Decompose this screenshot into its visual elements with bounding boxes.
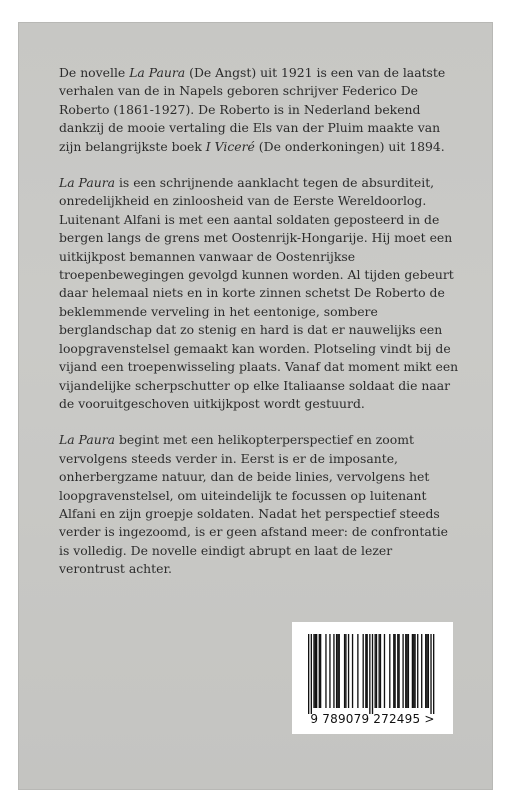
- barcode-bar: [406, 634, 407, 708]
- text-run: begint met een helikopterperspectief en zoomt vervolgens steeds verder in. Eerst is er de imposante, onherbergzame natuur, dan de beide linies, vervolgens het loopgravenstelsel, om uiteindelijk te focussen op luitenant Alfani en zijn groepje soldaten. Nadat het perspectief steeds verder is ingezoomd, is er geen afstand meer: de confrontatie is volledig. De novelle eindigt abrupt en laat de lezer verontrust achter.: [59, 432, 448, 577]
- barcode-bar: [398, 634, 399, 708]
- barcode-bar: [376, 634, 377, 708]
- barcode-bar: [372, 634, 373, 714]
- barcode-bar: [389, 634, 390, 708]
- barcode-bar: [375, 634, 376, 708]
- italic-title: I Viceré: [205, 138, 255, 154]
- barcode-bar: [357, 634, 358, 708]
- italic-title: La Paura: [129, 65, 186, 80]
- barcode-bar: [394, 634, 395, 708]
- barcode-bar: [363, 634, 364, 708]
- barcode-bar: [316, 634, 317, 708]
- barcode-bar: [352, 634, 353, 708]
- barcode-bar: [384, 634, 385, 708]
- italic-title: La Paura: [59, 175, 116, 191]
- barcode-bar: [344, 634, 345, 708]
- barcode-bar: [319, 634, 320, 708]
- barcode-bar: [426, 634, 427, 708]
- barcode-bar: [393, 634, 394, 708]
- barcode-bar: [417, 634, 418, 708]
- barcode-bar: [414, 634, 415, 708]
- barcode-bar: [311, 634, 312, 714]
- barcode-bar: [369, 634, 370, 714]
- barcode-bar: [337, 634, 338, 708]
- blurb-paragraph-3: [59, 431, 459, 578]
- text-run: (De onderkoningen) uit 1894.: [254, 138, 445, 154]
- barcode-bar: [412, 634, 413, 708]
- barcode-bar: [333, 634, 334, 708]
- barcode-bar: [408, 634, 409, 708]
- barcode-bar: [320, 634, 321, 708]
- barcode-bar: [325, 634, 326, 708]
- isbn-barcode: [292, 622, 453, 734]
- barcode-bar: [433, 634, 434, 714]
- blurb-text: [59, 64, 459, 597]
- barcode-bar: [397, 634, 398, 708]
- text-run: is een schrijnende aanklacht tegen de absurditeit, onredelijkheid en zinloosheid van de Eerste Wereldoorlog. Luitenant Alfani is met een aantal soldaten geposteerd in de bergen langs de grens met Oostenrijk-Hongarije. Hij moet een uitkijkpost bemannen vanwaar de Oostenrijkse troepenbewegingen gevolgd kunnen worden. Al tijden gebeurt daar helemaal niets en in korte zinnen schetst De Roberto de beklemmende verveling in het eentonige, sombere berglandschap dat zo stenig en hard is dat er nauwelijks een loopgravenstelsel gemaakt kan worden. Plotseling vindt bij de vijand een troepenwisseling plaats. Vanaf dat moment mikt een vijandelijke scherpschutter op elke Italiaanse soldaat die naar de vooruitgeschoven uitkijkpost wordt gestuurd.: [59, 175, 459, 411]
- barcode-bar: [421, 634, 422, 708]
- barcode-digits: 9 789079 272495 >: [310, 712, 435, 726]
- text-run: (De Angst) uit 1921 is een van de laatste verhalen van de in Napels geboren schrijver Federico De Roberto (1861-1927). De Roberto is in Nederland bekend dankzij de mooie vertaling die Els van der Pluim maakte van zijn belangrijkste boek: [59, 65, 446, 154]
- barcode-bar: [405, 634, 406, 708]
- barcode-bar: [345, 634, 346, 708]
- barcode-bar: [428, 634, 429, 708]
- barcode-bar: [315, 634, 316, 708]
- barcode-bar: [413, 634, 414, 708]
- barcode-bar: [425, 634, 426, 708]
- barcode-bar: [339, 634, 340, 708]
- barcode-bar: [365, 634, 366, 708]
- italic-title: La Paura: [59, 432, 116, 448]
- barcode-bar: [430, 634, 431, 714]
- barcode-bar: [367, 634, 368, 708]
- barcode-bar: [378, 634, 379, 708]
- blurb-paragraph-2: [59, 174, 459, 413]
- blurb-paragraph-1: [59, 64, 459, 156]
- barcode-bar: [329, 634, 330, 708]
- barcode-bar: [348, 634, 349, 708]
- barcode-bar: [336, 634, 337, 708]
- barcode-bar: [380, 634, 381, 708]
- text-run: De novelle: [59, 65, 130, 80]
- barcode-bar: [313, 634, 314, 708]
- barcode-bar: [308, 634, 309, 714]
- barcode-bar: [402, 634, 403, 708]
- barcode-bars: [292, 622, 453, 714]
